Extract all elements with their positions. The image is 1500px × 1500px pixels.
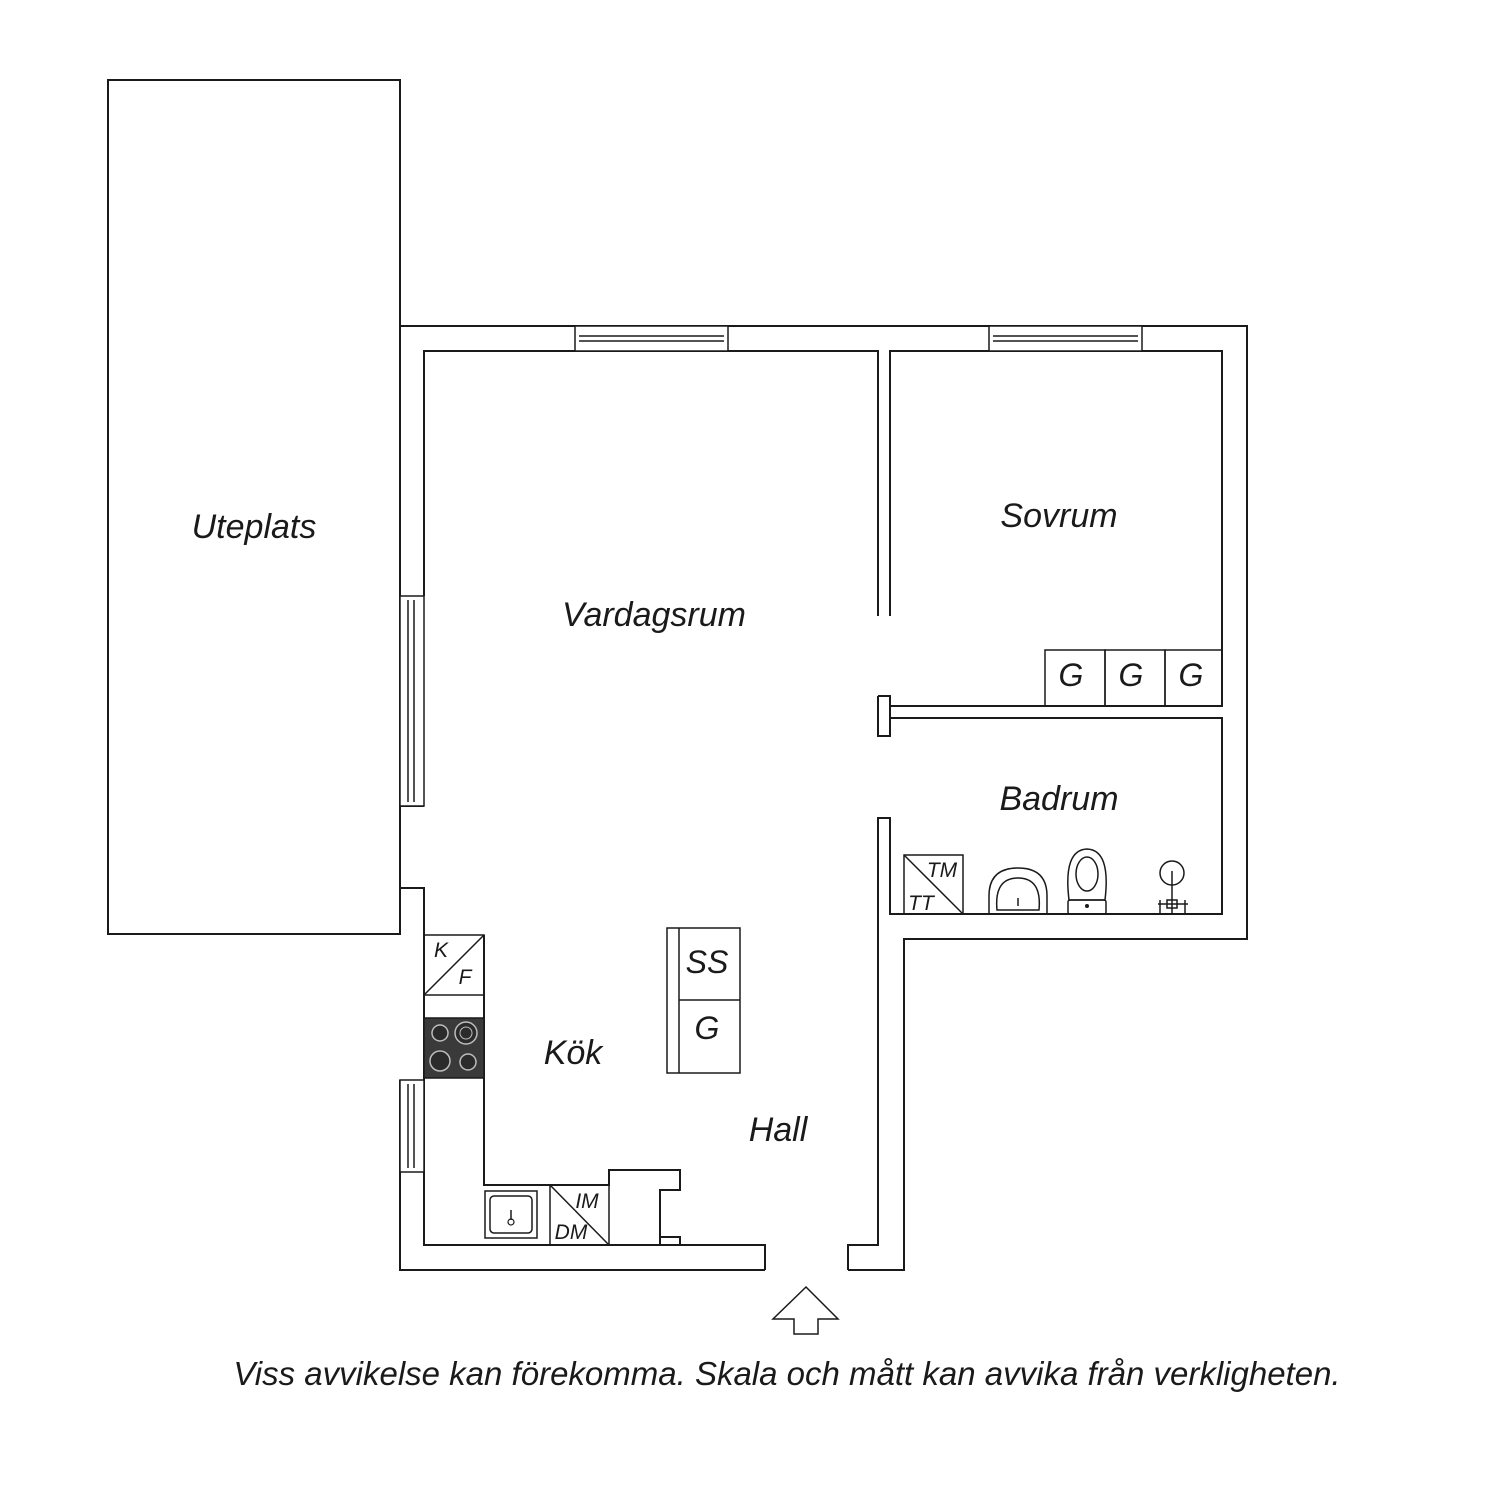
entrance-arrow-icon xyxy=(773,1287,838,1334)
washer-label-tm: TM xyxy=(926,859,958,882)
room-label-vardagsrum: Vardagsrum xyxy=(562,596,746,634)
divider-stub xyxy=(878,696,890,736)
dishwasher-label: DM xyxy=(554,1221,588,1244)
toilet-icon xyxy=(1068,849,1106,914)
shower-icon xyxy=(1158,861,1188,914)
fridge-label-f: F xyxy=(458,966,472,989)
dryer-label-tt: TT xyxy=(908,892,934,915)
island-label-g: G xyxy=(694,1010,720,1046)
stove-icon xyxy=(424,1018,484,1078)
room-label-hall: Hall xyxy=(748,1111,808,1149)
hall-stub xyxy=(660,1237,680,1245)
inner-wall-living xyxy=(424,351,878,616)
window-living-top xyxy=(575,326,728,351)
icemachine-label: IM xyxy=(575,1190,599,1213)
fridge-label-k: K xyxy=(433,939,449,962)
kitchen-sink-icon xyxy=(485,1191,537,1238)
window-living-left xyxy=(400,596,424,806)
inner-wall-hall-right xyxy=(848,856,878,1270)
room-label-kok: Kök xyxy=(543,1034,603,1072)
disclaimer-text: Viss avvikelse kan förekomma. Skala och mått kan avvika från verkligheten. xyxy=(233,1355,1341,1392)
room-label-sovrum: Sovrum xyxy=(1000,497,1118,535)
room-label-uteplats: Uteplats xyxy=(191,508,317,546)
window-bedroom-top xyxy=(989,326,1142,351)
wardrobe-label-1: G xyxy=(1058,657,1084,693)
wardrobe-label-2: G xyxy=(1118,657,1144,693)
window-kitchen-left xyxy=(400,1080,424,1172)
island-label-ss: SS xyxy=(685,944,729,980)
room-label-badrum: Badrum xyxy=(999,780,1119,818)
wardrobe-label-3: G xyxy=(1178,657,1204,693)
terrace-outline xyxy=(108,80,400,934)
outer-wall-left-upper xyxy=(400,326,1247,1270)
washbasin-icon xyxy=(989,868,1047,914)
